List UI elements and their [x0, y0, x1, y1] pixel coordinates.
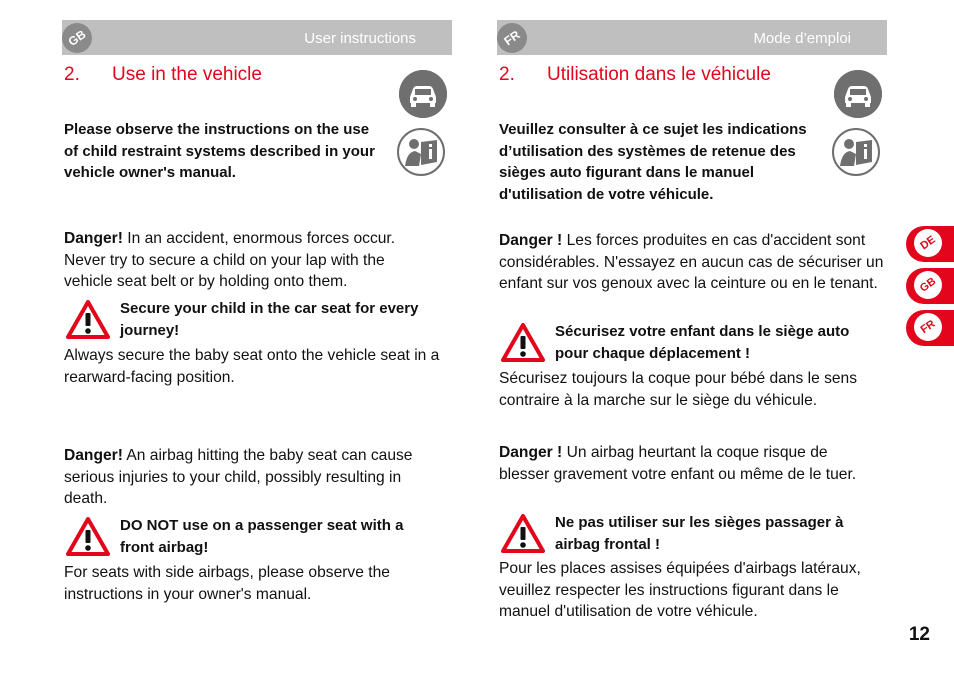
danger-label: Danger!	[64, 447, 123, 464]
warning-text: Secure your child in the car seat for every journey!	[120, 300, 419, 339]
warning-text: Sécurisez votre enfant dans le siège auto pour chaque déplacement !	[555, 323, 850, 362]
intro-text: Please observe the instructions on the use of child restraint systems described in your vehicle owner's manual.	[64, 121, 375, 181]
lang-tab-de[interactable]	[906, 226, 954, 262]
section-number: 2.	[64, 64, 80, 85]
language-badge-fr: FR	[491, 17, 533, 59]
header-bar-gb	[62, 20, 452, 55]
warning-triangle-icon	[66, 300, 110, 340]
paragraph-2: Pour les places assises équipées d'airbags latéraux, veuillez respecter les instructions figurant dans le manuel d'utilisation de votre véhicule.	[499, 560, 861, 620]
header-title: User instructions	[304, 30, 416, 47]
intro-text: Veuillez consulter à ce sujet les indications d’utilisation des systèmes de retenue des sièges auto figurant dans le manuel d'utilisation de votre véhicule.	[499, 121, 807, 203]
lang-tab-gb[interactable]	[906, 268, 954, 304]
danger-paragraph-1	[64, 228, 434, 293]
danger-paragraph-1	[499, 230, 885, 295]
section-heading	[499, 64, 771, 86]
lang-tab-fr[interactable]	[906, 310, 954, 346]
paragraph-2: For seats with side airbags, please observe the instructions in your owner's manual.	[64, 564, 390, 603]
danger-label: Danger !	[499, 444, 563, 461]
warning-1	[499, 323, 879, 371]
header-title: Mode d’emploi	[753, 30, 851, 47]
danger-text: In an accident, enormous forces occur. Never try to secure a child on your lap with the vehicle seat belt or by holding onto them.	[64, 230, 396, 290]
warning-2	[64, 517, 444, 565]
lang-tab-label: FR	[909, 308, 948, 347]
language-badge-gb: GB	[56, 17, 98, 59]
warning-text: DO NOT use on a passenger seat with a front airbag!	[120, 517, 404, 556]
warning-triangle-icon	[501, 514, 545, 554]
read-manual-icon	[832, 128, 880, 176]
danger-label: Danger !	[499, 232, 563, 249]
warning-1	[64, 300, 444, 348]
section-heading	[64, 64, 262, 86]
right-column	[497, 0, 887, 677]
section-title: Utilisation dans le véhicule	[547, 64, 771, 85]
paragraph-1: Sécurisez toujours la coque pour bébé dans le sens contraire à la marche sur le siège du véhicule.	[499, 370, 858, 409]
lang-tab-label: GB	[909, 266, 948, 305]
header-bar-fr	[497, 20, 887, 55]
read-manual-icon	[397, 128, 445, 176]
danger-text: Un airbag heurtant la coque risque de blesser gravement votre enfant ou même de le tuer.	[499, 444, 857, 483]
section-number: 2.	[499, 64, 515, 85]
warning-triangle-icon	[66, 517, 110, 557]
lang-tab-label: DE	[909, 224, 948, 263]
danger-text: An airbag hitting the baby seat can cause serious injuries to your child, possibly resulting in death.	[64, 447, 413, 507]
paragraph-1: Always secure the baby seat onto the vehicle seat in a rearward-facing position.	[64, 347, 440, 386]
danger-paragraph-2	[64, 445, 448, 510]
car-icon	[834, 70, 882, 118]
car-icon	[399, 70, 447, 118]
danger-paragraph-2	[499, 442, 869, 485]
warning-2	[499, 514, 879, 562]
warning-triangle-icon	[501, 323, 545, 363]
warning-text: Ne pas utiliser sur les sièges passager à airbag frontal !	[555, 514, 844, 553]
left-column	[62, 0, 452, 677]
danger-label: Danger!	[64, 230, 123, 247]
page-number: 12	[908, 624, 930, 645]
section-title: Use in the vehicle	[112, 64, 262, 85]
danger-text: Les forces produites en cas d'accident sont considérables. N'essayez en aucun cas de sécuriser un enfant sur vos genoux avec la ceinture ou en le tenant.	[499, 232, 884, 292]
